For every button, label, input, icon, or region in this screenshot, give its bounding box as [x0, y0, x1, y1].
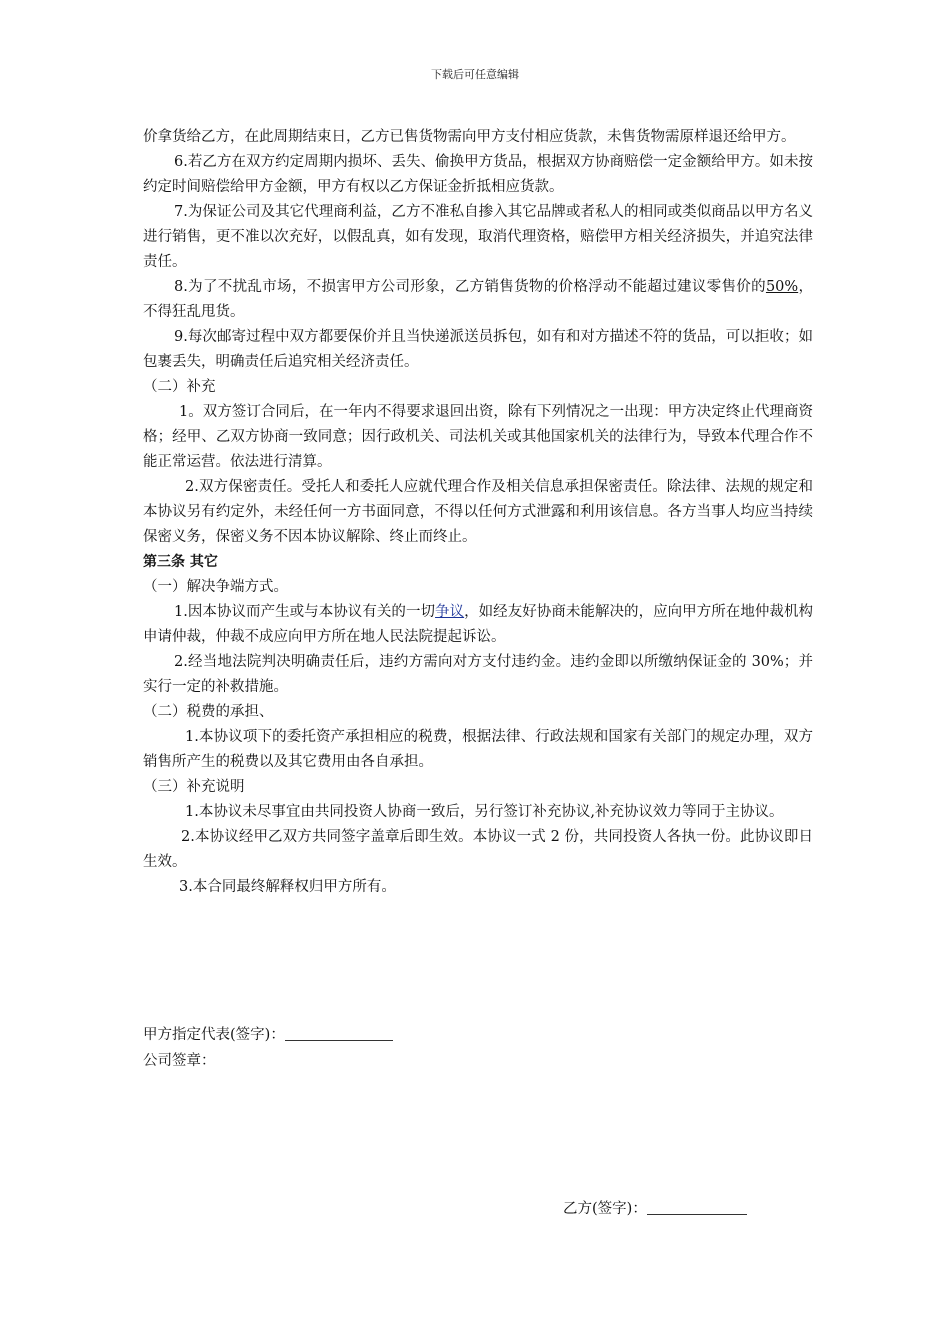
party-b-signature-block	[563, 1196, 747, 1222]
party-a-rep-line	[143, 1022, 393, 1048]
clause-8-text-a: 8.为了不扰乱市场，不损害甲方公司形象，乙方销售货物的价格浮动不能超过建议零售价的	[174, 279, 766, 295]
note-2: 2.本协议经甲乙双方共同签字盖章后即生效。本协议一式 2 份，共同投资人各执一份。此协议即日生效。	[143, 829, 813, 870]
party-a-signature-field[interactable]	[285, 1026, 393, 1041]
clause-8	[143, 275, 813, 325]
company-seal-label: 公司签章：	[143, 1053, 216, 1069]
dispute-2: 2.经当地法院判决明确责任后，违约方需向对方支付违约金。违约金即以所缴纳保证金的 30%；并实行一定的补救措施。	[143, 654, 813, 695]
clause-8-percent: 50%	[765, 279, 799, 295]
clause-8-text-b: ，不得狂乱甩货。	[143, 279, 813, 320]
paragraph-continued: 价拿货给乙方，在此周期结束日，乙方已售货物需向甲方支付相应货款，未售货物需原样退还给甲方。	[143, 129, 796, 145]
dispute-link[interactable]: 争议	[435, 604, 465, 620]
note-3: 3.本合同最终解释权归甲方所有。	[179, 879, 396, 895]
party-b-signature-field[interactable]	[647, 1200, 747, 1215]
page-header: 下载后可任意编辑	[431, 68, 519, 81]
supplement-1: 1。双方签订合同后，在一年内不得要求退回出资，除有下列情况之一出现：甲方决定终止代理商资格；经甲、乙双方协商一致同意；因行政机关、司法机关或其他国家机关的法律行为，导致本代理合作不能正常运营。依法进行清算。	[143, 404, 813, 470]
dispute-1	[143, 600, 813, 650]
party-b-label: 乙方(签字)：	[563, 1201, 647, 1217]
party-a-rep-label: 甲方指定代表(签字)：	[143, 1027, 285, 1043]
section-dispute-heading: （一）解决争端方式。	[143, 579, 288, 595]
dispute-1-text-a: 1.因本协议而产生或与本协议有关的一切	[174, 604, 436, 620]
party-a-signature-block	[143, 1022, 393, 1074]
contract-body	[143, 125, 813, 900]
dispute-1-text-b: ，如经友好协商未能解决的，应向甲方所在地仲裁机构申请仲裁，仲裁不成应向甲方所在地人民法院提起诉讼。	[143, 604, 813, 645]
section-tax-heading: （二）税费的承担、	[143, 704, 274, 720]
article-3-heading: 第三条 其它	[143, 554, 218, 570]
section-note-heading: （三）补充说明	[143, 779, 245, 795]
clause-9: 9.每次邮寄过程中双方都要保价并且当快递派送员拆包，如有和对方描述不符的货品，可以拒收；如包裹丢失，明确责任后追究相关经济责任。	[143, 329, 813, 370]
section-supplement-heading: （二）补充	[143, 379, 216, 395]
tax-1: 1.本协议项下的委托资产承担相应的税费，根据法律、行政法规和国家有关部门的规定办理，双方销售所产生的税费以及其它费用由各自承担。	[143, 729, 813, 770]
clause-6: 6.若乙方在双方约定周期内损坏、丢失、偷换甲方货品，根据双方协商赔偿一定金额给甲方。如未按约定时间赔偿给甲方金额，甲方有权以乙方保证金折抵相应货款。	[143, 154, 813, 195]
note-1: 1.本协议未尽事宜由共同投资人协商一致后，另行签订补充协议,补充协议效力等同于主协议。	[185, 804, 784, 820]
clause-7: 7.为保证公司及其它代理商利益，乙方不准私自掺入其它品牌或者私人的相同或类似商品以甲方名义进行销售，更不准以次充好，以假乱真，如有发现，取消代理资格，赔偿甲方相关经济损失，并追究法律责任。	[143, 204, 813, 270]
supplement-2: 2.双方保密责任。受托人和委托人应就代理合作及相关信息承担保密责任。除法律、法规的规定和本协议另有约定外，未经任何一方书面同意，不得以任何方式泄露和利用该信息。各方当事人均应当持续保密义务，保密义务不因本协议解除、终止而终止。	[143, 479, 813, 545]
